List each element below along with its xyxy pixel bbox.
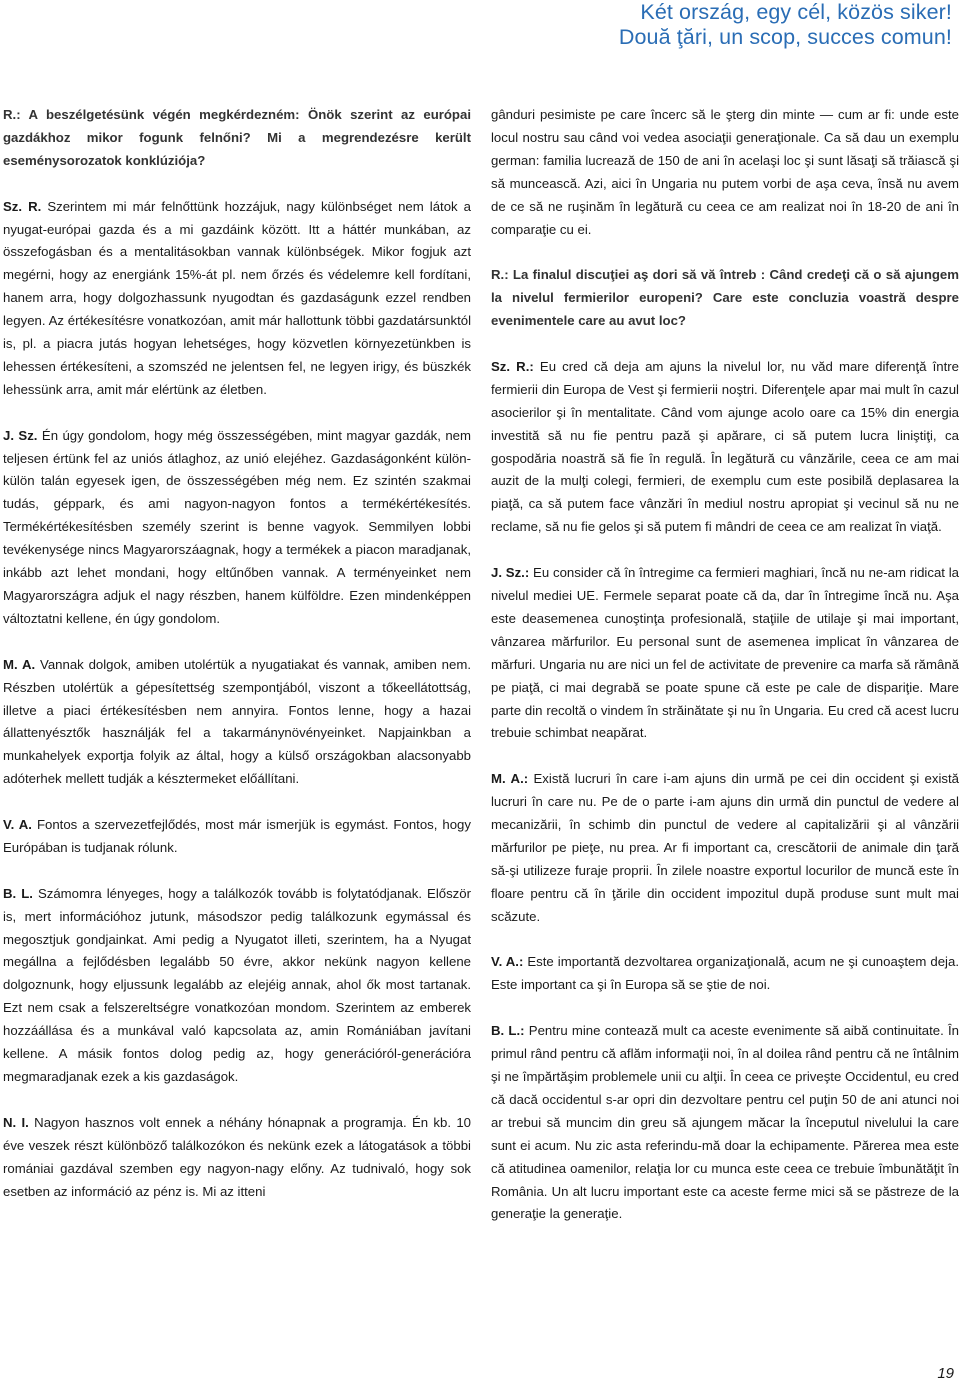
continuation-paragraph [491, 104, 959, 241]
answer-text: Számomra lényeges, hogy a találkozók tovább is folytatódjanak. Először is, mert információhoz jutunk, másodszor pedig találkozunk egymással és megosztjuk gondjainkat. Ami pedig a Nyugatot illeti, szerintem, ha a Nyugat megállna a fejlődésben legalább 50 évre, akkor nekünk nagyon kellene dolgoznunk, hogy eljussunk legalább az elejéig annak, ahol ők most tartanak. Ezt nem csak a felszereltségre vonatkozóan mondom. Szerintem az emberek hozzáállása és a munkával való kapcsolata az, amin Romániában javítani kellene. A másik fontos dolog pedig az, hogy generációról-generációra megmaradjanak ezek a kis gazdaságok. [3, 885, 471, 1084]
speaker-label: Sz. R. [3, 198, 42, 214]
speaker-label: N. I. [3, 1114, 29, 1130]
question-paragraph [3, 104, 471, 173]
question-paragraph [491, 264, 959, 333]
speaker-label: V. A. [3, 817, 32, 833]
answer-paragraph [491, 1020, 959, 1226]
answer-text: Eu cred că deja am ajuns la nivelul lor, nu văd mare diferenţă între fermierii din Europa de Vest şi fermierii noştri. Diferenţele apar mai mult în cazul asocierilor şi în mentalitate. Când vom ajunge acolo oare ca 15% din energia investită să nu fie pentru pază şi apărare, ci să putem lucra liniştiţi, ca gospodăria noastră să fie în regulă. În legătură cu vânzările, ceea ce am mai auzit de la mulţi colegi, fermieri, de exemplu cum este posibilă deplasarea la piaţă, ca să putem face vânzări în mediul nostru apropiat şi vecinul să nu ne reclame, să nu fie gelos şi să putem fi mândri de ceea ce am realizat în viaţă. [491, 358, 959, 535]
romanian-column [491, 104, 959, 1249]
speaker-label: B. L.: [491, 1023, 525, 1039]
answer-paragraph [3, 654, 471, 791]
answer-paragraph [491, 562, 959, 745]
answer-paragraph [3, 425, 471, 631]
question-text: A beszélgetésünk végén megkérdezném: Önök szerint az európai gazdákhoz mikor fogunk felnőni? Mi a megrendezésre került eseménysorozatok konklúziója? [3, 107, 471, 168]
question-label: R.: [491, 267, 509, 283]
header-slogan [619, 0, 952, 50]
speaker-label: B. L. [3, 885, 33, 901]
speaker-label: Sz. R.: [491, 358, 534, 374]
answer-text: gânduri pesimiste pe care încerc să le şterg din minte — cum ar fi: unde este locul nostru sau când voi vedea asociaţii generaţionale. Ca să dau un exemplu german: familia lucrează de 150 de ani în acelaşi loc şi sunt lăsaţi să trăiască şi să muncească. Azi, aici în Ungaria nu putem vorbi de aşa ceva, însă nu avem de ce să ne ruşinăm în legătură cu ceea ce am realizat noi în 18-20 de ani în comparaţie cu ei. [491, 107, 959, 237]
answer-paragraph [3, 196, 471, 402]
answer-text: Vannak dolgok, amiben utolértük a nyugatiakat és vannak, amiben nem. Részben utolértük a gépesítettség szempontjából, viszont a tőkeellátottság, illetve a piaci értékesítésben nem annyira. Fontos lenne, hogy a hazai állattenyésztők használják fel a takarmánynövényeinket. Napjainkban a munkahelyek exportja folyik az által, hogy a külső országokban alacsonyabb adóterhek mellett tudják a késztermeket előállítani. [3, 656, 471, 787]
speaker-label: M. A.: [491, 771, 529, 787]
answer-text: Én úgy gondolom, hogy még összességében, mint magyar gazdák, nem teljesen értünk fel az uniós átlaghoz, az unió elejéhez. Gazdaságonként külön-külön talán egyesek igen, de összességében még nem. Ez szintén szakmai tudás, géppark, és ami nagyon-nagyon fontos a termékértékesítés. Termékértékesítésben személy szerint is benne vagyok. Semmilyen lobbi tevékenysége nincs Magyarorszáagnak, hogy a termékek a piacon maradjanak, inkább azt lehet mondani, hogy eltűnőben vannak. A terményeinket nem Magyarországra adjuk el nagy részben, hanem külföldre. Ezen mindenképpen változtatni kellene, én úgy gondolom. [3, 427, 471, 626]
answer-paragraph [3, 814, 471, 860]
answer-paragraph [491, 768, 959, 928]
question-text: La finalul discuţiei aş dori să vă întreb : Când credeţi că o să ajungem la nivelul fermierilor europeni? Care este concluzia voastră despre evenimentele care au avut loc? [491, 267, 959, 329]
answer-text: Este importantă dezvoltarea organizaţională, acum ne şi cunoaştem deja. Este important ca şi în Europa să se ştie de noi. [491, 954, 959, 993]
answer-paragraph [491, 356, 959, 539]
answer-text: Există lucruri în care i-am ajuns din urmă pe cei din occident şi există lucruri în care nu. Pe de o parte i-am ajuns din urmă din punctul de vedere al mecanizării, în schimb din punctul de vedere al capitalizării şi al vânzării mărfurilor pe pieţe, nu prea. Ar fi important ca, crescătorii de animale din ţară să-şi utilizeze furaje proprii. În zilele noastre exportul locurilor de muncă este în floare pentru că în ţările din occident impozitul după produse sunt mult mai scăzute. [491, 771, 959, 924]
answer-text: Nagyon hasznos volt ennek a néhány hónapnak a programja. Én kb. 10 éve veszek részt különböző találkozókon és nekünk ezek a látogatások a többi romániai gazdával szemben egy nagyon-nagy előny. Az tudnivaló, hogy sok esetben az információ az pénz is. Mi az itteni [3, 1114, 471, 1199]
answer-paragraph [3, 1112, 471, 1204]
slogan-romanian: Două ţări, un scop, succes comun! [618, 25, 952, 49]
answer-paragraph [491, 951, 959, 997]
speaker-label: J. Sz. [3, 427, 38, 443]
answer-paragraph [3, 883, 471, 1089]
answer-text: Pentru mine contează mult ca aceste evenimente să aibă continuitate. În primul rând pentru că aflăm informaţii noi, în al doilea rând pentru că ne întâlnim şi ne împărtăşim problemele unii cu alţii. În ceea ce priveşte Occidentul, eu cred că dacă occidentul s-ar opri din dezvoltare pentru cel puţin 50 de ani atunci noi ar trebui să muncim din greu să ajungem măcar la începutul nivelului la care sunt ei acum. Nu zic asta referindu-mă doar la echipamente. Părerea mea este că atitudinea oamenilor, relaţia lor cu munca este ceea ce trebuie îmbunătăţit în România. Un alt lucru important este ca aceste ferme mici să se păstreze de la generaţie la generaţie. [491, 1023, 959, 1222]
answer-text: Szerintem mi már felnőttünk hozzájuk, nagy különbséget nem látok a nyugat-európai gazda és a mi gazdáink között. Itt a háttér munkában, az összefogásban és a mentalitásokban vannak különbségek. Mikor fogjuk azt megérni, hogy az energiánk 15%-át pl. nem őrzés és védelemre kell fordítani, hanem arra, hogy dolgozhassunk nyugodtan és gazdaságunk ezzel rendben legyen. Az értékesítésre vonatkozóan, amit már hallottunk többi gazdatársunktól is, pl. a piacra jutás hogyan lehetséges, hogy közvetlen környezetünkben is lehessen értékesíteni, a szomszéd ne jelentsen fel, ne legyen irigy, és büszkék lehessünk arra, amit már elértünk az életben. [3, 198, 471, 397]
slogan-hungarian: Két ország, egy cél, közös siker! [640, 0, 952, 24]
page-number: 19 [937, 1365, 954, 1382]
hungarian-column [3, 104, 471, 1226]
speaker-label: J. Sz.: [491, 565, 530, 581]
speaker-label: V. A.: [491, 954, 524, 970]
answer-text: Eu consider că în întregime ca fermieri maghiari, încă nu ne-am ridicat la nivelul mediei UE. Fermele separat poate că da, dar în întregime încă nu. Aşa este deasemenea cunoştinţa profesională, staţiile de utilaje şi mai important, vânzarea mărfurilor. Eu personal sunt de asemenea implicat în vânzarea de mărfuri. Ungaria nu are nici un fel de activitate de prevenire ca marfa să rămână pe piaţă, ci mai degrabă se poate spune că este pe cale de dispariţie. Mare parte din recoltă o vindem în străinătate şi nu în Ungaria. Eu cred că acest lucru trebuie schimbat neapărat. [491, 565, 959, 741]
speaker-label: M. A. [3, 656, 36, 672]
question-label: R.: [3, 107, 21, 122]
answer-text: Fontos a szervezetfejlődés, most már ismerjük is egymást. Fontos, hogy Európában is tudjanak rólunk. [3, 817, 471, 855]
